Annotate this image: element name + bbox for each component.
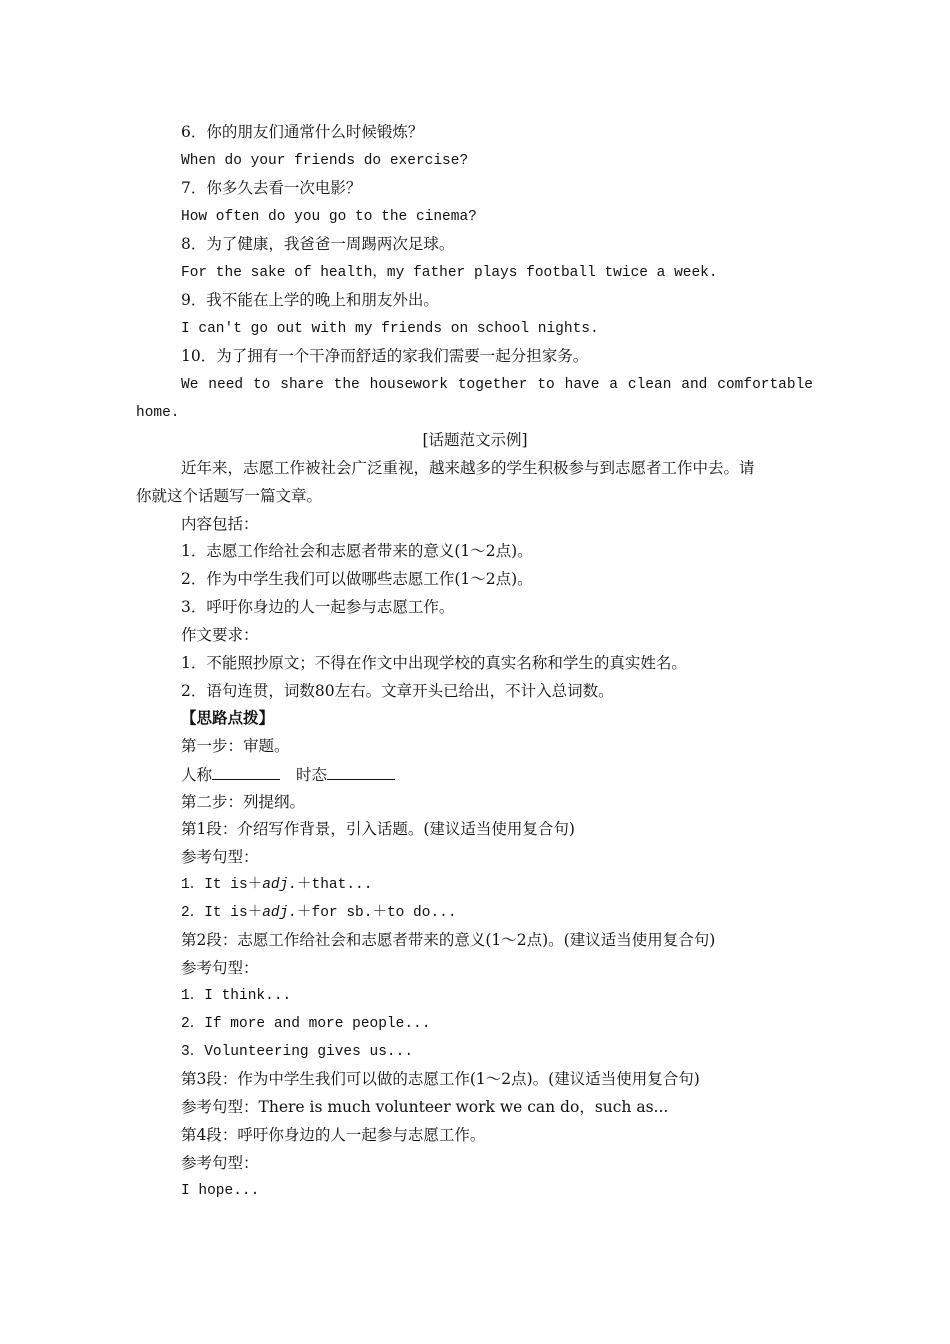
tense-blank[interactable] xyxy=(327,764,395,780)
content-item: 1．志愿工作给社会和志愿者带来的意义(1～2点)。 xyxy=(181,542,533,560)
reference-label: 参考句型： xyxy=(181,959,259,977)
step-1: 第一步：审题。 xyxy=(181,737,290,755)
guide-heading: 【思路点拨】 xyxy=(181,708,275,727)
p1-sentence-2 xyxy=(181,903,457,923)
reference-label: 参考句型： xyxy=(181,1154,259,1172)
content-label: 内容包括： xyxy=(181,515,259,533)
question-10-en-line1: We need to share the housework together to have a clean and comfortable xyxy=(181,377,813,393)
p1-s2-end: ＋for sb.＋to do... xyxy=(297,905,457,921)
question-6-zh: 6．你的朋友们通常什么时候锻炼？ xyxy=(181,123,424,141)
p3-reference: 参考句型：There is much volunteer work we can do，such as... xyxy=(181,1098,669,1116)
tense-label: 时态 xyxy=(296,766,328,784)
p2-sentence: 1．I think... xyxy=(181,988,292,1004)
question-9-zh: 9．我不能在上学的晚上和朋友外出。 xyxy=(181,291,439,309)
paragraph-3-outline: 第3段：作为中学生我们可以做的志愿工作(1～2点)。(建议适当使用复合句) xyxy=(181,1070,700,1088)
person-tense-line xyxy=(181,764,411,785)
content-item: 3．呼吁你身边的人一起参与志愿工作。 xyxy=(181,598,455,616)
requirement-item: 2．语句连贯，词数80左右。文章开头已给出，不计入总词数。 xyxy=(181,682,614,700)
requirement-item: 1．不能照抄原文；不得在作文中出现学校的真实名称和学生的真实姓名。 xyxy=(181,654,687,672)
essay-intro-line1: 近年来，志愿工作被社会广泛重视，越来越多的学生积极参与到志愿者工作中去。请 xyxy=(181,459,755,477)
p1-s1-end: ＋that... xyxy=(297,877,373,893)
essay-intro-line2: 你就这个话题写一篇文章。 xyxy=(136,487,323,505)
paragraph-2-outline: 第2段：志愿工作给社会和志愿者带来的意义(1～2点)。(建议适当使用复合句) xyxy=(181,931,716,949)
p1-s2-start: 2．It is＋ xyxy=(181,905,263,921)
p1-s2-adj: adj. xyxy=(262,905,298,921)
requirements-label: 作文要求： xyxy=(181,626,259,644)
question-9-en: I can't go out with my friends on school nights. xyxy=(181,321,599,337)
content-item: 2．作为中学生我们可以做哪些志愿工作(1～2点)。 xyxy=(181,570,533,588)
p1-sentence-1 xyxy=(181,875,372,895)
p2-sentence: 3．Volunteering gives us... xyxy=(181,1044,414,1060)
p4-sentence: I hope... xyxy=(181,1183,260,1199)
question-10-en-line2: home. xyxy=(136,405,180,421)
step-2: 第二步：列提纲。 xyxy=(181,793,306,811)
person-blank[interactable] xyxy=(212,764,280,780)
p2-sentence: 2．If more and more people... xyxy=(181,1016,431,1032)
question-7-en: How often do you go to the cinema? xyxy=(181,209,477,225)
question-6-en: When do your friends do exercise? xyxy=(181,153,469,169)
p1-s1-start: 1．It is＋ xyxy=(181,877,263,893)
p1-s1-adj: adj. xyxy=(262,877,298,893)
person-label: 人称 xyxy=(181,766,213,784)
question-8-zh: 8．为了健康，我爸爸一周踢两次足球。 xyxy=(181,235,455,253)
model-essay-heading: [话题范文示例] xyxy=(422,431,528,449)
reference-label: 参考句型： xyxy=(181,848,259,866)
question-8-en: For the sake of health，my father plays football twice a week. xyxy=(181,265,718,281)
paragraph-1-outline: 第1段：介绍写作背景，引入话题。(建议适当使用复合句) xyxy=(181,820,575,838)
question-7-zh: 7．你多久去看一次电影？ xyxy=(181,179,362,197)
paragraph-4-outline: 第4段：呼吁你身边的人一起参与志愿工作。 xyxy=(181,1126,486,1144)
question-10-zh: 10．为了拥有一个干净而舒适的家我们需要一起分担家务。 xyxy=(181,347,589,365)
